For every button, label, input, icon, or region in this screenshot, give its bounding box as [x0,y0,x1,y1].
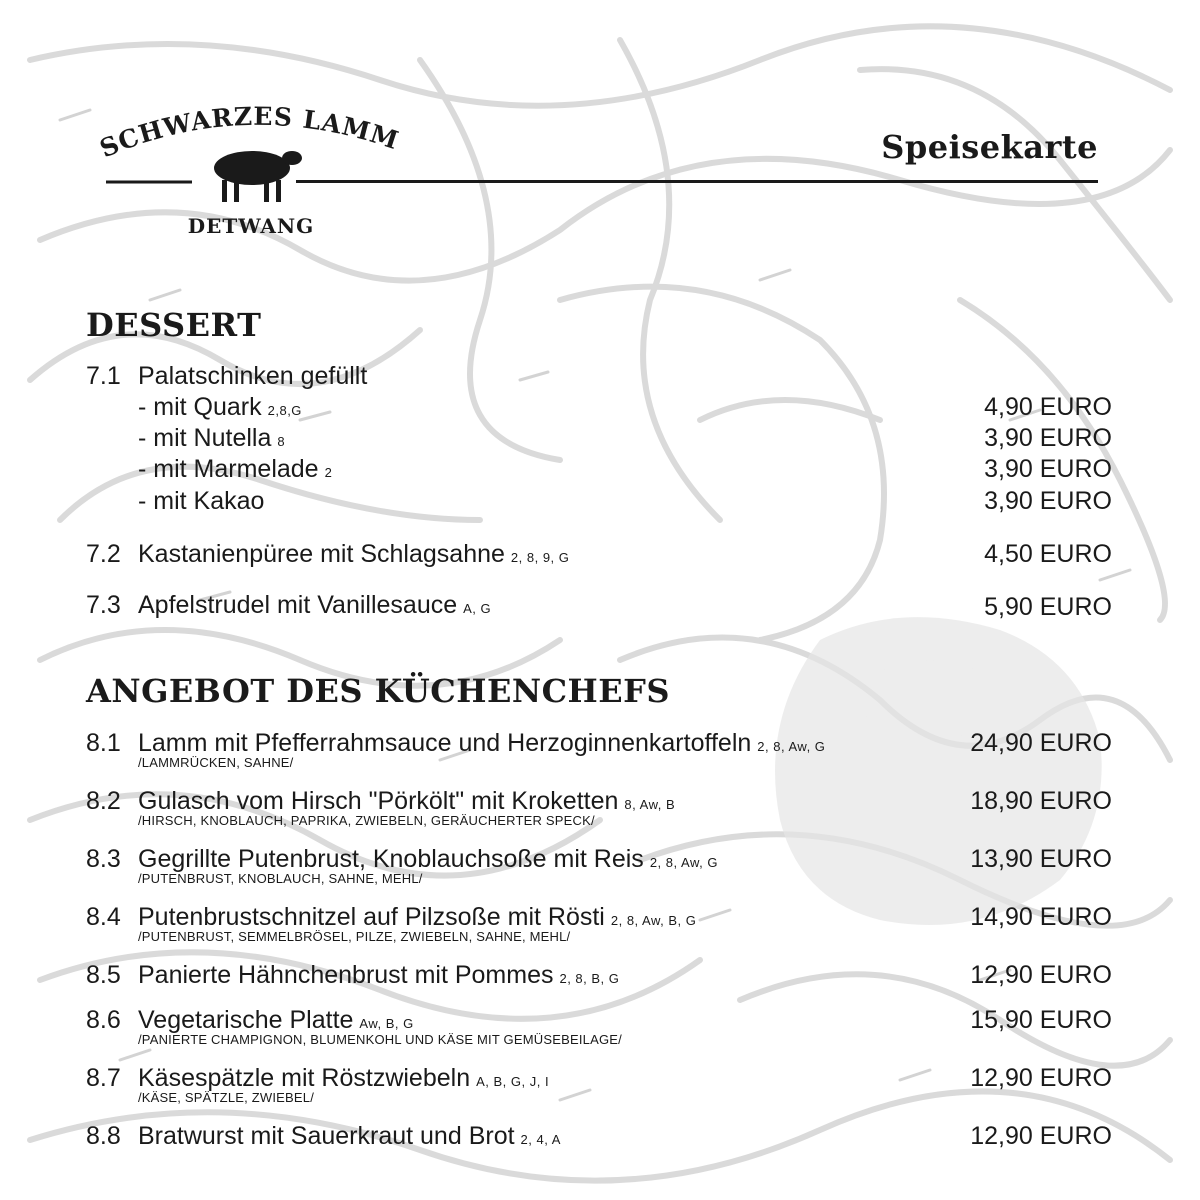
menu-item [86,1063,1112,1105]
item-price: 14,90 EURO [970,903,1112,931]
page-title: Speisekarte [881,128,1098,166]
menu-item-variant [86,486,1112,518]
item-allergens: 2, 8, Aw, B, G [610,913,697,928]
item-description: /KÄSE, SPÄTZLE, ZWIEBEL/ [138,1090,315,1105]
item-number: 8.7 [86,1064,121,1092]
item-price: 12,90 EURO [970,1064,1112,1092]
item-price: 4,50 EURO [984,540,1112,568]
brand-name: SCHWARZES LAMM [96,101,403,164]
item-price: 4,90 EURO [984,393,1112,421]
menu-item [86,786,1112,828]
item-price: 13,90 EURO [970,845,1112,873]
item-name-wrap [138,590,491,624]
brand-logo [96,100,406,250]
item-name-wrap [138,392,302,426]
item-description: /LAMMRÜCKEN, SAHNE/ [138,755,294,770]
item-name: - mit Kakao [138,487,265,515]
item-name: Putenbrustschnitzel auf Pilzsoße mit Rösti [138,903,605,931]
item-number: 8.3 [86,845,121,873]
item-allergens: Aw, B, G [359,1016,414,1031]
menu-item-variant [86,454,1112,486]
item-name-wrap [138,423,285,457]
item-name-wrap [138,1121,561,1155]
menu-item [86,902,1112,944]
item-allergens: 2, 8, B, G [559,971,620,986]
item-name: Palatschinken gefüllt [138,362,368,390]
item-name: Lamm mit Pfefferrahmsauce und Herzoginnenkartoffeln [138,729,752,757]
item-description: /PANIERTE CHAMPIGNON, BLUMENKOHL UND KÄSE MIT GEMÜSEBEILAGE/ [138,1032,622,1047]
item-name-wrap [138,539,569,573]
menu-item [86,539,1112,571]
item-allergens: 2, 4, A [520,1132,561,1147]
item-name: Panierte Hähnchenbrust mit Pommes [138,961,554,989]
item-allergens: 8, Aw, B [624,797,676,812]
item-name: Apfelstrudel mit Vanillesauce [138,591,458,619]
menu-item [86,1005,1112,1047]
item-description: /HIRSCH, KNOBLAUCH, PAPRIKA, ZWIEBELN, GERÄUCHERTER SPECK/ [138,813,595,828]
item-allergens: A, G [463,601,492,616]
item-allergens: 2, 8, 9, G [510,550,570,565]
menu-item-variant [86,423,1112,455]
item-name: Gegrillte Putenbrust, Knoblauchsoße mit Reis [138,845,644,873]
item-name-wrap [138,454,332,488]
section-title-dessert: DESSERT [86,306,262,344]
item-number: 8.2 [86,787,121,815]
item-name: Vegetarische Platte [138,1006,354,1034]
menu-item [86,361,1112,393]
item-number: 7.2 [86,540,121,568]
item-name: - mit Quark [138,393,262,421]
item-price: 3,90 EURO [984,487,1112,515]
item-number: 8.6 [86,1006,121,1034]
item-price: 15,90 EURO [970,1006,1112,1034]
item-name-wrap [138,960,619,994]
menu-item [86,960,1112,992]
item-name: Kastanienpüree mit Schlagsahne [138,540,505,568]
black-sheep-icon [214,151,302,202]
item-name: Bratwurst mit Sauerkraut und Brot [138,1122,515,1150]
brand-town: DETWANG [187,214,315,238]
item-allergens: 2, 8, Aw, G [757,739,826,754]
menu-item-variant [86,392,1112,424]
item-allergens: 2 [324,465,333,480]
item-price: 18,90 EURO [970,787,1112,815]
item-name: Gulasch vom Hirsch "Pörkölt" mit Kroketten [138,787,619,815]
item-name: - mit Nutella [138,424,272,452]
item-name: Käsespätzle mit Röstzwiebeln [138,1064,471,1092]
item-allergens: 2, 8, Aw, G [649,855,718,870]
item-price: 12,90 EURO [970,961,1112,989]
menu-item [86,1121,1112,1153]
item-number: 8.4 [86,903,121,931]
item-allergens: 2,8,G [267,403,302,418]
menu-item [86,590,1112,622]
item-description: /PUTENBRUST, KNOBLAUCH, SAHNE, MEHL/ [138,871,423,886]
item-price: 24,90 EURO [970,729,1112,757]
item-number: 7.1 [86,362,121,390]
item-number: 8.1 [86,729,121,757]
item-price: 5,90 EURO [984,593,1112,621]
item-name: - mit Marmelade [138,455,319,483]
item-number: 8.8 [86,1122,121,1150]
item-price: 3,90 EURO [984,424,1112,452]
header-divider [296,180,1098,183]
item-number: 7.3 [86,591,121,619]
item-description: /PUTENBRUST, SEMMELBRÖSEL, PILZE, ZWIEBELN, SAHNE, MEHL/ [138,929,571,944]
menu-item [86,844,1112,886]
item-price: 3,90 EURO [984,455,1112,483]
item-allergens: A, B, G, J, I [476,1074,550,1089]
section-title-chef: ANGEBOT DES KÜCHENCHEFS [86,672,670,710]
item-price: 12,90 EURO [970,1122,1112,1150]
item-number: 8.5 [86,961,121,989]
menu-item [86,728,1112,770]
item-allergens: 8 [277,434,286,449]
